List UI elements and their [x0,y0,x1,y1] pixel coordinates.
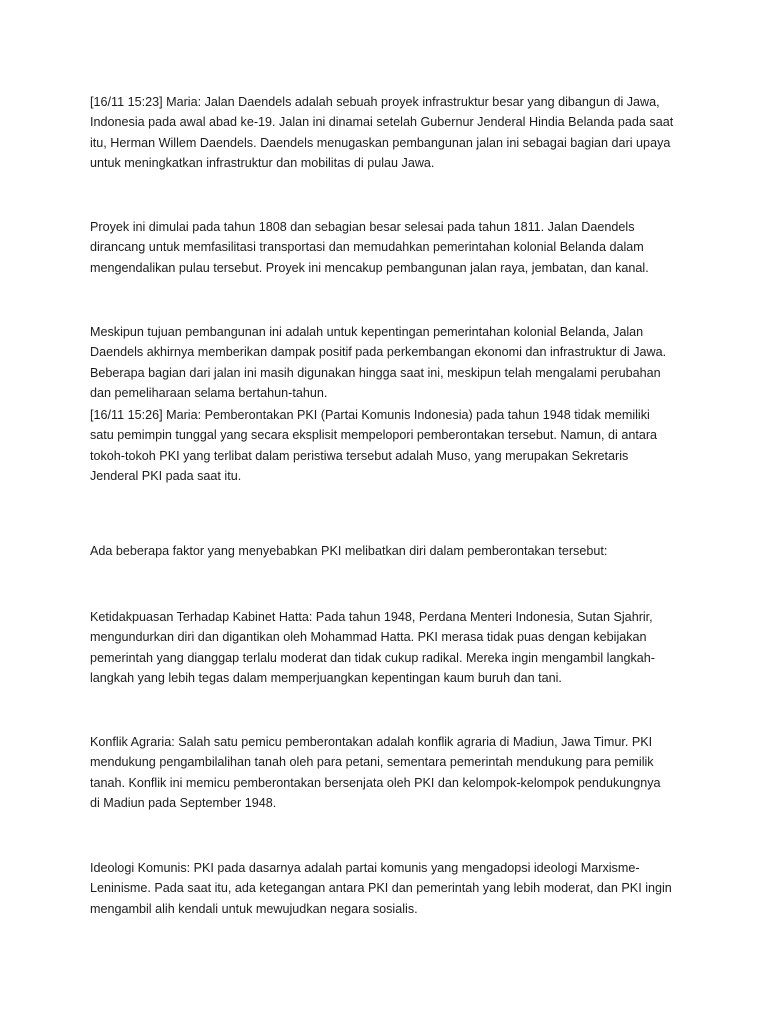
text-line: mengundurkan diri dan digantikan oleh Mohammad Hatta. PKI merasa tidak puas dengan kebijakan [90,630,647,645]
paragraph-factor-hatta-cabinet [90,607,680,689]
text-line: tanah. Konflik ini memicu pemberontakan bersenjata oleh PKI dan kelompok-kelompok pendukungnya [90,775,661,790]
text-line: Beberapa bagian dari jalan ini masih digunakan hingga saat ini, meskipun telah mengalami perubahan [90,365,661,380]
text-line: Indonesia pada awal abad ke-19. Jalan ini dinamai setelah Gubernur Jenderal Hindia Belanda pada saat [90,115,674,130]
paragraph-factor-agrarian-conflict [90,732,680,814]
text-line: tokoh-tokoh PKI yang terlibat dalam peristiwa tersebut adalah Muso, yang merupakan Sekretaris [90,448,629,463]
text-line: itu, Herman Willem Daendels. Daendels menugaskan pembangunan jalan ini sebagai bagian dari upaya [90,135,671,150]
text-line: dan pemeliharaan selama bertahun-tahun. [90,386,328,401]
paragraph-daendels-impact [90,322,680,404]
paragraph-pki-rebellion [90,405,680,487]
text-line: pemerintah yang dianggap terlalu moderat dan tidak cukup radikal. Mereka ingin mengambil langkah- [90,650,655,665]
text-line: Jenderal PKI pada saat itu. [90,469,242,484]
text-line: mendukung pengambilalihan tanah oleh para petani, sementara pemerintah mendukung para pemilik [90,755,654,770]
text-line: mengambil alih kendali untuk mewujudkan negara sosialis. [90,901,418,916]
text-line: satu pemimpin tunggal yang secara eksplisit mempelopori pemberontakan tersebut. Namun, di antara [90,428,658,443]
paragraph-daendels-project [90,217,680,278]
text-line: dirancang untuk memfasilitasi transportasi dan memudahkan pemerintahan kolonial Belanda dalam [90,240,644,255]
text-line: Konflik Agraria: Salah satu pemicu pemberontakan adalah konflik agraria di Madiun, Jawa Timur. PKI [90,735,653,749]
text-line: mengendalikan pulau tersebut. Proyek ini mencakup pembangunan jalan raya, jembatan, dan kanal. [90,260,649,275]
paragraph-factors-intro [90,541,680,561]
text-line: Ideologi Komunis: PKI pada dasarnya adalah partai komunis yang mengadopsi ideologi Marxisme- [90,861,640,875]
text-line: Ada beberapa faktor yang menyebabkan PKI melibatkan diri dalam pemberontakan tersebut: [90,544,608,558]
text-line: untuk meningkatkan infrastruktur dan mobilitas di pulau Jawa. [90,156,435,171]
text-line: [16/11 15:23] Maria: Jalan Daendels adalah sebuah proyek infrastruktur besar yang dibangun di Jawa, [90,95,660,109]
text-line: langkah yang lebih tegas dalam memperjuangkan kepentingan kaum buruh dan tani. [90,671,562,686]
text-line: Meskipun tujuan pembangunan ini adalah untuk kepentingan pemerintahan kolonial Belanda, Jalan [90,325,644,339]
text-line: Daendels akhirnya memberikan dampak positif pada perkembangan ekonomi dan infrastruktur di Jawa. [90,345,667,360]
text-line: Ketidakpuasan Terhadap Kabinet Hatta: Pada tahun 1948, Perdana Menteri Indonesia, Sutan Sjahrir, [90,610,653,624]
text-line: di Madiun pada September 1948. [90,796,277,811]
text-line: Proyek ini dimulai pada tahun 1808 dan sebagian besar selesai pada tahun 1811. Jalan Daendels [90,220,635,234]
paragraph-factor-communist-ideology [90,858,680,919]
text-line: Leninisme. Pada saat itu, ada ketegangan antara PKI dan pemerintah yang lebih moderat, dan PKI ingin [90,881,672,896]
text-line: [16/11 15:26] Maria: Pemberontakan PKI (Partai Komunis Indonesia) pada tahun 1948 tidak memiliki [90,408,650,422]
paragraph-daendels-intro [90,92,680,174]
